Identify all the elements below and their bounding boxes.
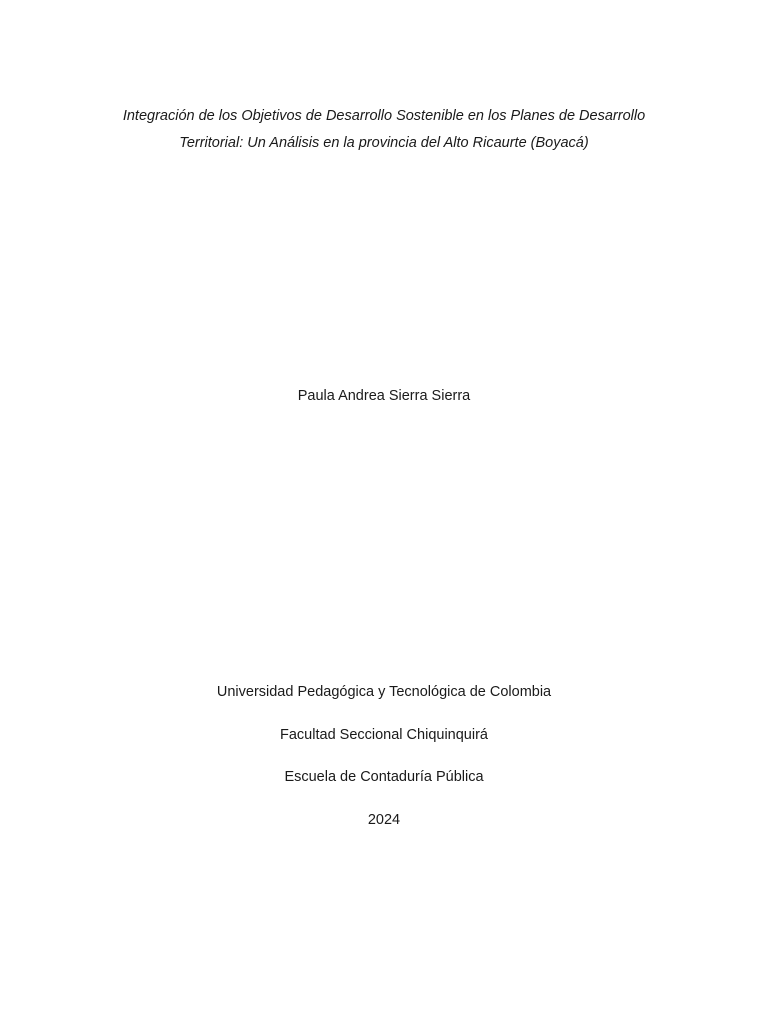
- faculty-name: Facultad Seccional Chiquinquirá: [280, 727, 488, 743]
- publication-year: 2024: [367, 812, 401, 828]
- university-name: Universidad Pedagógica y Tecnológica de Colombia: [216, 684, 552, 700]
- title-line-2: Territorial: Un Análisis en la provincia del Alto Ricaurte (Boyacá): [179, 135, 589, 151]
- school-name: Escuela de Contaduría Pública: [284, 769, 484, 785]
- author-name: Paula Andrea Sierra Sierra: [297, 388, 471, 404]
- title-line-1: Integración de los Objetivos de Desarrollo Sostenible en los Planes de Desarrollo: [122, 108, 646, 124]
